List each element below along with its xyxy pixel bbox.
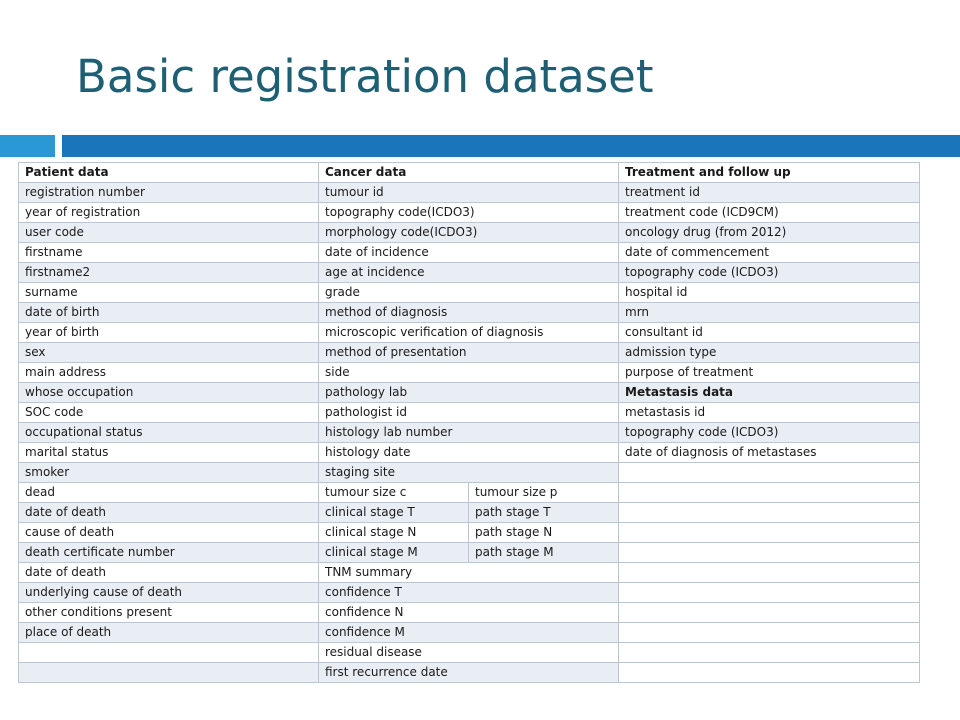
cell-patient-data: main address (19, 363, 319, 383)
page-title: Basic registration dataset (76, 50, 654, 103)
cell-patient-data: place of death (19, 623, 319, 643)
table-row (19, 463, 920, 483)
table-row (19, 303, 920, 323)
cell-cancer-data: tumour size c (319, 483, 469, 503)
table-row (19, 383, 920, 403)
cell-cancer-data: pathology lab (319, 383, 619, 403)
cell-cancer-data: residual disease (319, 643, 619, 663)
cell-cancer-data: microscopic verification of diagnosis (319, 323, 619, 343)
cell-treatment-follow-up (619, 503, 920, 523)
table-row (19, 403, 920, 423)
cell-patient-data: surname (19, 283, 319, 303)
accent-bar-right (62, 135, 960, 157)
metastasis-data-subheader: Metastasis data (619, 383, 920, 403)
cell-patient-data: marital status (19, 443, 319, 463)
cell-cancer-data-path: tumour size p (469, 483, 619, 503)
cell-cancer-data: tumour id (319, 183, 619, 203)
cell-cancer-data: grade (319, 283, 619, 303)
cell-cancer-data: TNM summary (319, 563, 619, 583)
table-row (19, 223, 920, 243)
cell-patient-data: cause of death (19, 523, 319, 543)
cell-cancer-data: clinical stage M (319, 543, 469, 563)
cell-patient-data: occupational status (19, 423, 319, 443)
cell-patient-data: dead (19, 483, 319, 503)
cell-cancer-data: confidence N (319, 603, 619, 623)
cell-patient-data: death certificate number (19, 543, 319, 563)
table-header-row (19, 163, 920, 183)
cell-patient-data: registration number (19, 183, 319, 203)
cell-treatment-follow-up: topography code (ICDO3) (619, 423, 920, 443)
cell-cancer-data: clinical stage N (319, 523, 469, 543)
table-row (19, 423, 920, 443)
cell-treatment-follow-up (619, 483, 920, 503)
cell-patient-data: date of birth (19, 303, 319, 323)
cell-cancer-data-path: path stage M (469, 543, 619, 563)
cell-cancer-data: histology date (319, 443, 619, 463)
table-row (19, 203, 920, 223)
cell-cancer-data: age at incidence (319, 263, 619, 283)
cell-patient-data: SOC code (19, 403, 319, 423)
cell-cancer-data: clinical stage T (319, 503, 469, 523)
cell-patient-data (19, 663, 319, 683)
cell-treatment-follow-up: hospital id (619, 283, 920, 303)
table-row (19, 643, 920, 663)
cell-treatment-follow-up: treatment code (ICD9CM) (619, 203, 920, 223)
accent-bar-left (0, 135, 55, 157)
cell-treatment-follow-up (619, 623, 920, 643)
header-patient-data: Patient data (19, 163, 319, 183)
table-row (19, 563, 920, 583)
table-row (19, 283, 920, 303)
cell-treatment-follow-up (619, 563, 920, 583)
cell-treatment-follow-up (619, 583, 920, 603)
table-row (19, 623, 920, 643)
cell-patient-data: other conditions present (19, 603, 319, 623)
cell-cancer-data: pathologist id (319, 403, 619, 423)
table-row (19, 183, 920, 203)
cell-cancer-data-path: path stage T (469, 503, 619, 523)
cell-patient-data: smoker (19, 463, 319, 483)
cell-patient-data (19, 643, 319, 663)
header-treatment-follow-up: Treatment and follow up (619, 163, 920, 183)
cell-patient-data: date of death (19, 563, 319, 583)
table-row (19, 583, 920, 603)
cell-treatment-follow-up: mrn (619, 303, 920, 323)
table-row (19, 543, 920, 563)
cell-patient-data: firstname (19, 243, 319, 263)
table-row (19, 323, 920, 343)
cell-patient-data: whose occupation (19, 383, 319, 403)
cell-treatment-follow-up: treatment id (619, 183, 920, 203)
cell-treatment-follow-up (619, 543, 920, 563)
table-row (19, 483, 920, 503)
cell-patient-data: sex (19, 343, 319, 363)
header-cancer-data: Cancer data (319, 163, 619, 183)
cell-cancer-data-path: path stage N (469, 523, 619, 543)
table-row (19, 343, 920, 363)
table-row (19, 523, 920, 543)
cell-cancer-data: first recurrence date (319, 663, 619, 683)
table-row (19, 363, 920, 383)
cell-patient-data: year of birth (19, 323, 319, 343)
cell-treatment-follow-up: oncology drug (from 2012) (619, 223, 920, 243)
cell-cancer-data: method of presentation (319, 343, 619, 363)
cell-cancer-data: morphology code(ICDO3) (319, 223, 619, 243)
cell-cancer-data: side (319, 363, 619, 383)
cell-treatment-follow-up (619, 603, 920, 623)
table-row (19, 663, 920, 683)
dataset-table (18, 162, 920, 683)
cell-treatment-follow-up: metastasis id (619, 403, 920, 423)
cell-treatment-follow-up: admission type (619, 343, 920, 363)
cell-cancer-data: topography code(ICDO3) (319, 203, 619, 223)
cell-cancer-data: date of incidence (319, 243, 619, 263)
cell-treatment-follow-up (619, 643, 920, 663)
cell-cancer-data: method of diagnosis (319, 303, 619, 323)
cell-patient-data: firstname2 (19, 263, 319, 283)
cell-treatment-follow-up (619, 523, 920, 543)
table-row (19, 263, 920, 283)
cell-treatment-follow-up: consultant id (619, 323, 920, 343)
table-row (19, 443, 920, 463)
cell-cancer-data: confidence T (319, 583, 619, 603)
cell-cancer-data: confidence M (319, 623, 619, 643)
cell-treatment-follow-up (619, 663, 920, 683)
cell-treatment-follow-up: date of diagnosis of metastases (619, 443, 920, 463)
table-row (19, 243, 920, 263)
cell-cancer-data: histology lab number (319, 423, 619, 443)
cell-patient-data: date of death (19, 503, 319, 523)
cell-treatment-follow-up: purpose of treatment (619, 363, 920, 383)
cell-treatment-follow-up: topography code (ICDO3) (619, 263, 920, 283)
cell-patient-data: year of registration (19, 203, 319, 223)
table-row (19, 503, 920, 523)
table-row (19, 603, 920, 623)
cell-patient-data: underlying cause of death (19, 583, 319, 603)
cell-treatment-follow-up: date of commencement (619, 243, 920, 263)
cell-cancer-data: staging site (319, 463, 619, 483)
cell-treatment-follow-up (619, 463, 920, 483)
cell-patient-data: user code (19, 223, 319, 243)
